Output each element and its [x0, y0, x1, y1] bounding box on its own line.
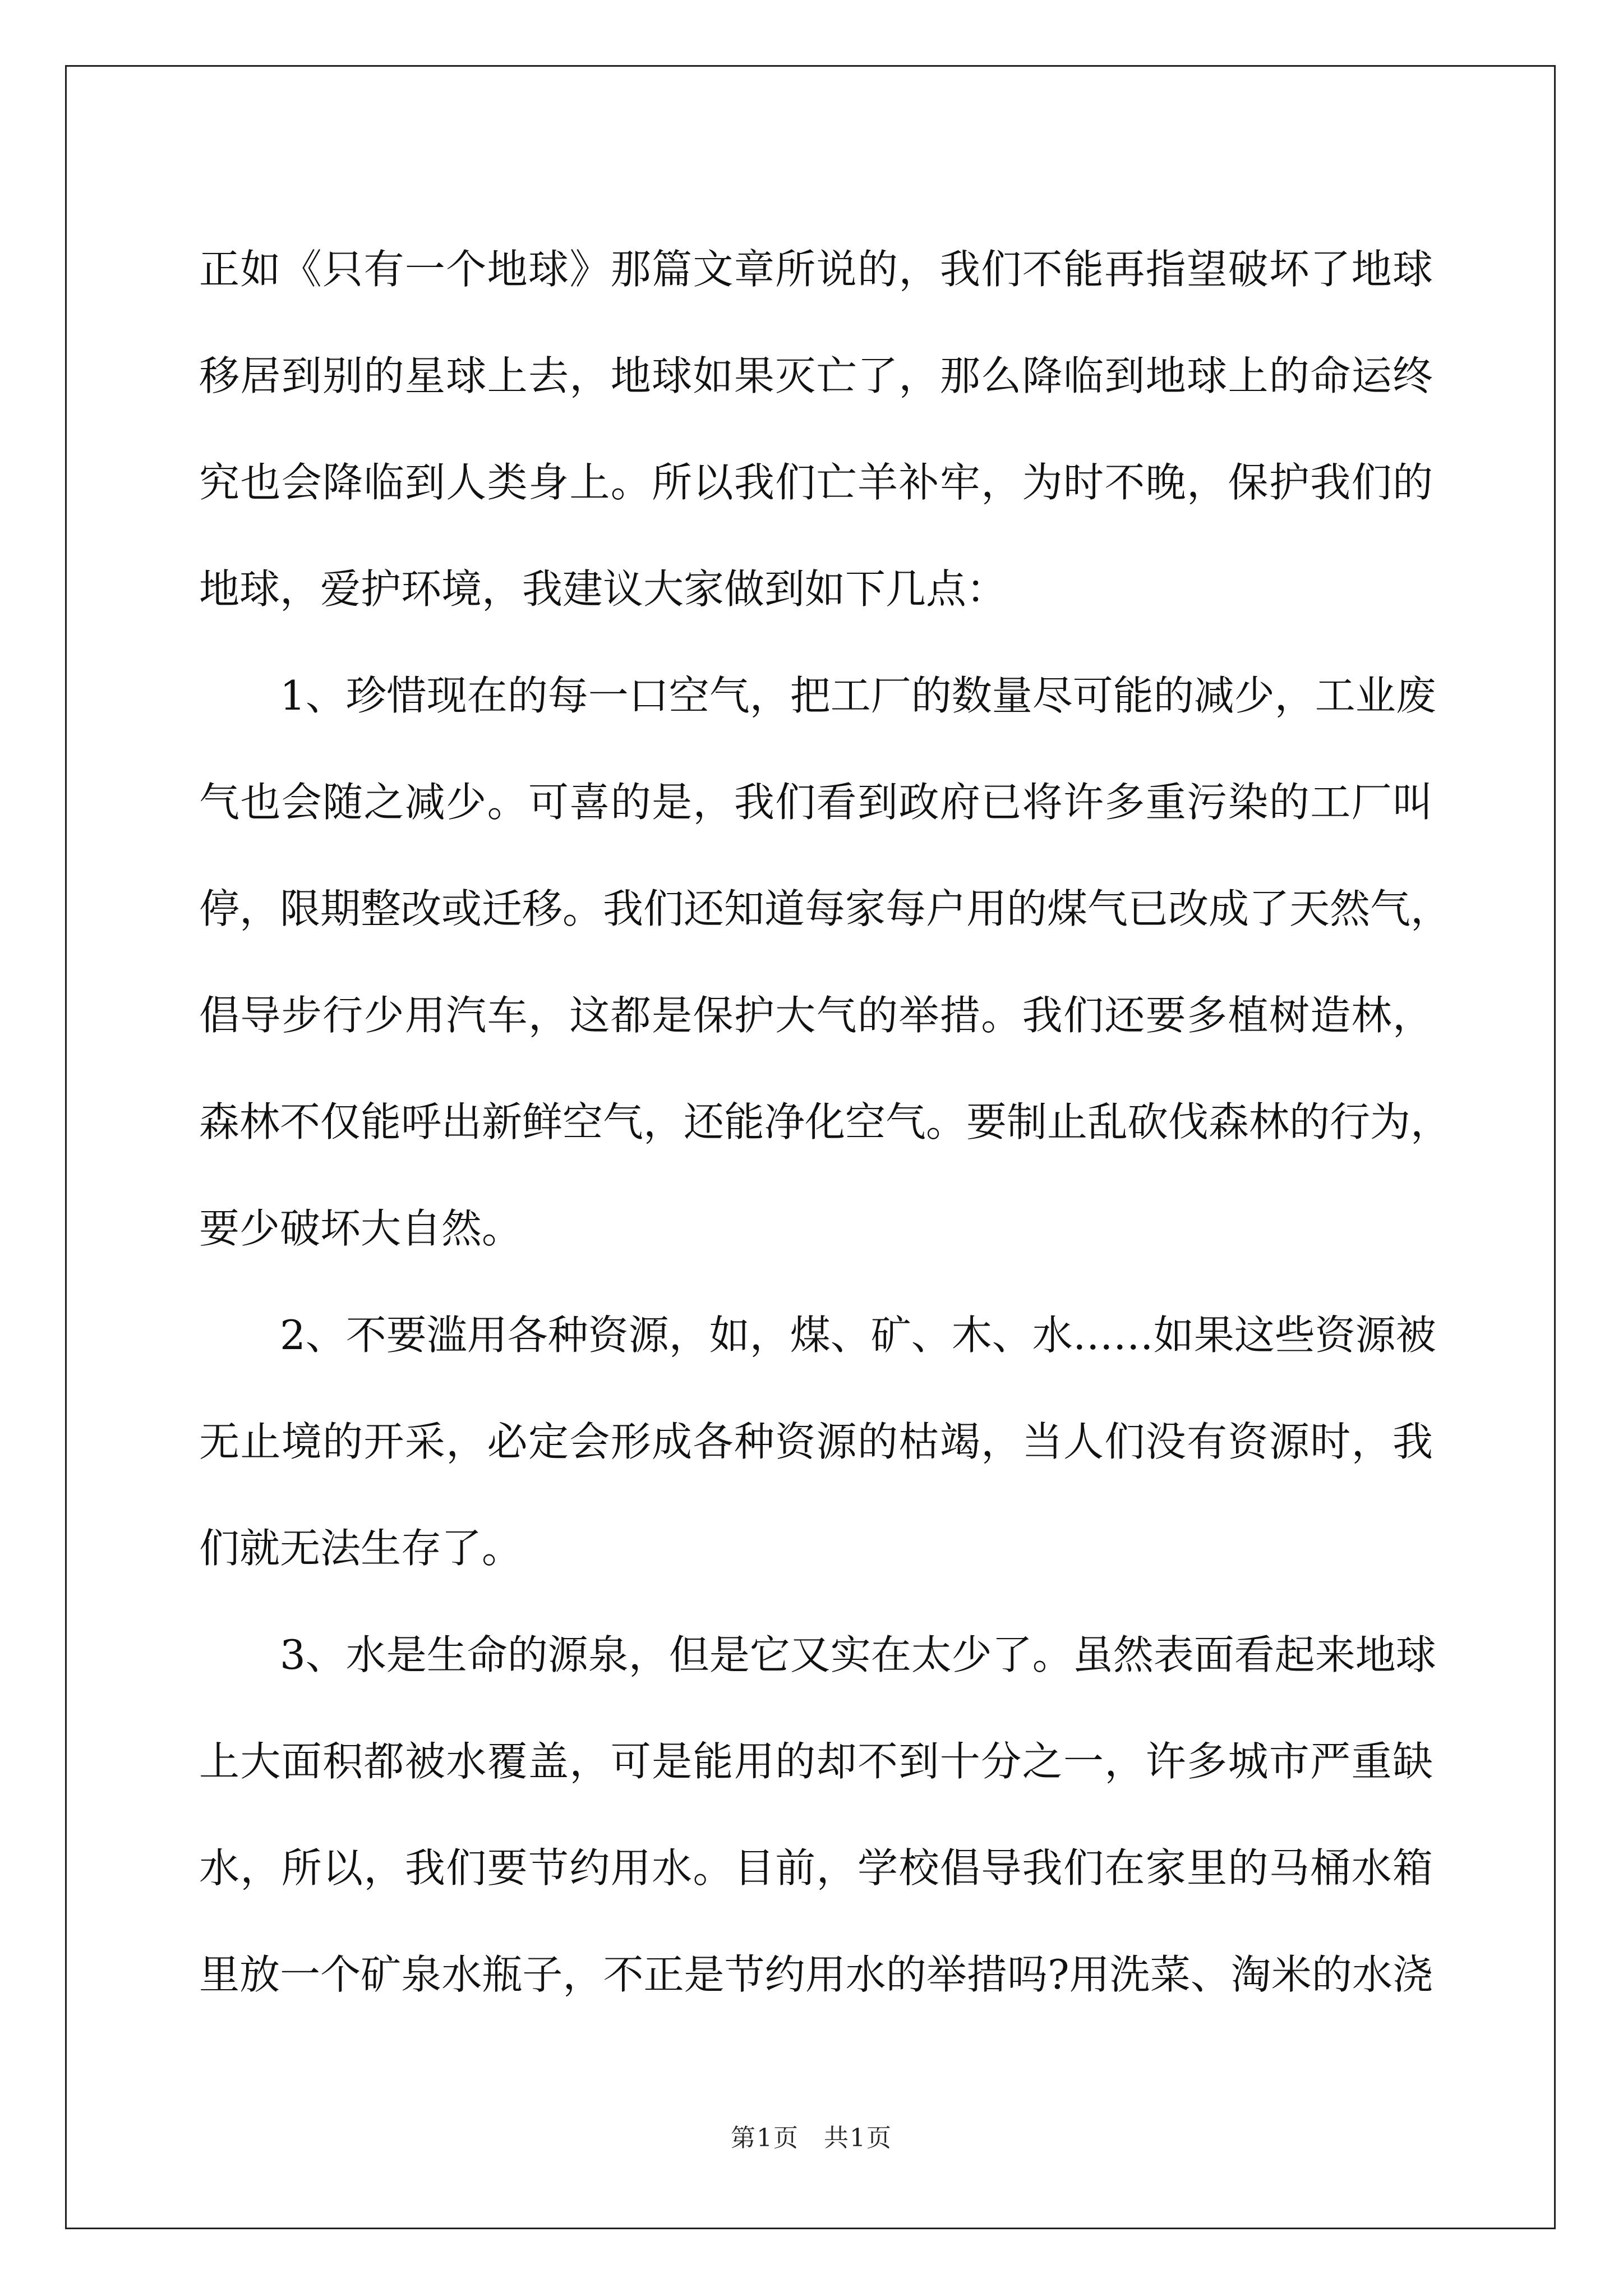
document-body	[199, 216, 1451, 2028]
text-line: 要少破坏大自然。	[199, 1205, 523, 1252]
text-line: 究也会降临到人类身上。所以我们亡羊补牢，为时不晚，保护我们的	[199, 459, 1433, 506]
page-number: 第1页	[731, 2124, 799, 2152]
page-total: 共1页	[824, 2124, 892, 2152]
text-line: 地球，爱护环境，我建议大家做到如下几点：	[199, 565, 1007, 613]
text-line: 倡导步行少用汽车，这都是保护大气的举措。我们还要多植树造林，	[199, 992, 1433, 1039]
text-line: 气也会随之减少。可喜的是，我们看到政府已将许多重污染的工厂叫	[199, 779, 1433, 826]
text-line: 里放一个矿泉水瓶子，不正是节约用水的举措吗?用洗菜、淘米的水浇	[199, 1951, 1433, 1998]
text-line: 正如《只有一个地球》那篇文章所说的，我们不能再指望破坏了地球	[199, 246, 1433, 293]
page-footer	[0, 2118, 1623, 2154]
text-line: 森林不仅能呼出新鲜空气，还能净化空气。要制止乱砍伐森林的行为，	[199, 1098, 1451, 1145]
text-line: 移居到别的星球上去，地球如果灭亡了，那么降临到地球上的命运终	[199, 352, 1433, 399]
text-line: 无止境的开采，必定会形成各种资源的枯竭，当人们没有资源时，我	[199, 1418, 1433, 1465]
text-line: 上大面积都被水覆盖，可是能用的却不到十分之一，许多城市严重缺	[199, 1738, 1433, 1785]
text-line: 停，限期整改或迁移。我们还知道每家每户用的煤气已改成了天然气，	[199, 885, 1451, 932]
text-line: 1、珍惜现在的每一口空气，把工厂的数量尽可能的减少，工业废	[199, 672, 1436, 719]
text-line: 3、水是生命的源泉，但是它又实在太少了。虽然表面看起来地球	[199, 1631, 1436, 1678]
text-line: 们就无法生存了。	[199, 1525, 523, 1572]
text-line: 水，所以，我们要节约用水。目前，学校倡导我们在家里的马桶水箱	[199, 1844, 1433, 1892]
text-line: 2、不要滥用各种资源，如，煤、矿、木、水……如果这些资源被	[199, 1312, 1436, 1359]
